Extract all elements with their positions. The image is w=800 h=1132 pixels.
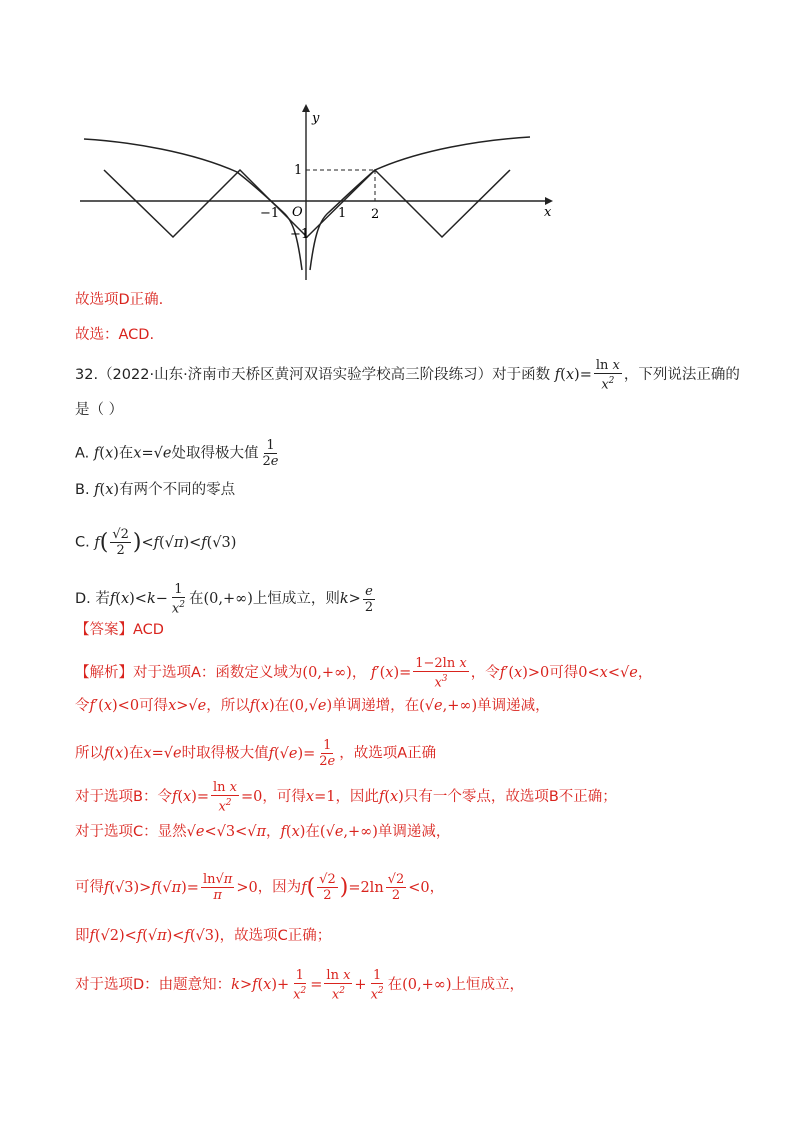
x-two-label: 2 [371,207,380,222]
y-one-label: 1 [294,163,303,178]
question-tail: ，下列说法正确的 [623,367,740,384]
option-c-label: C. [75,534,90,551]
lc2-2: ，因为 [257,879,302,896]
origin-label: O [292,205,303,220]
option-d-text3: 上恒成立，则 [252,591,340,608]
l2-2: 可得 [139,698,169,714]
l2-6: 单调递减， [477,698,550,714]
choose-line: 故选：ACD. [75,327,155,343]
option-b-label: B. [75,482,90,498]
option-a-label: A. [75,445,90,462]
option-d-label: D. [75,591,91,608]
question-line-2: 是（ ） [75,402,124,418]
lb-3: ，因此 [335,789,379,806]
lb-4: 只有一个零点，故选项B不正确； [403,789,617,806]
d-correct-line: 故选项D正确. [75,292,164,308]
option-d-text1: 若 [95,591,110,608]
analysis-line-b: 对于选项B：令f(x)= $\frac{\text{ln x}}{x^2}$ =0，可得x=1，因此f(x)只有一个零点，故选项B不正确； [75,780,617,815]
question-number: 32. [75,367,99,384]
l3-3: 时取得极大值 [181,745,269,762]
answer-line: 【答案】ACD [75,622,164,638]
x-axis-arrow [545,197,553,205]
option-a-text2: 处取得极大值 [171,445,259,462]
option-b: B. f(x)有两个不同的零点 [75,482,236,498]
question-func: f(x)= $\frac{\text{ln x}}{x^2}$ [554,358,620,393]
y-label: y [312,111,320,126]
option-b-text: 有两个不同的零点 [119,482,236,498]
lc3-1: 即 [75,928,90,944]
l2-3: ，所以 [206,698,250,714]
y-neg-one-label: −1 [290,227,310,242]
lc-2: ， [266,824,281,840]
option-a-text1: 在 [118,445,134,462]
option-a: A. f(x)在x=√e处取得极大值 $\frac{1}{2e}$ [75,438,279,469]
analysis-line-1: 【解析】对于选项A：函数定义域为(0,+∞)， f′(x)= $\frac{\text{1−2ln x}}{x^3}$ ，令f′(x)>0可得0<x<√e， [75,656,653,691]
lc2-1: 可得 [75,879,104,896]
analysis-label: 【解析】对于选项A：函数定义域为 [75,665,303,682]
l3-4: ，故选项A正确 [339,745,437,762]
lc-4: 单调递减， [377,824,451,840]
question-source: （2022·山东·济南市天桥区黄河双语实验学校高三阶段练习）对于函数 [98,367,551,384]
ld-3: 上恒成立， [451,977,525,994]
analysis-line-2: 令f′(x)<0可得x>√e，所以f(x)在(0,√e)单调递增，在(√e,+∞)单调递减， [75,698,550,714]
analysis-line-c3: 即f(√2)<f(√π)<f(√3)，故选项C正确； [75,928,332,944]
l2-4: 在 [274,698,290,714]
analysis-line-3: 所以f(x)在x=√e时取得极大值f(√e)= $\frac{1}{2e}$ ，故选项A正确 [75,738,437,769]
analysis-line-c2: 可得f(√3)>f(√π)= $\frac{\ln√\pi}{\pi}$ >0，因为f( $\frac{√2}{2}$ )=2ln $\frac{√2}{2}$ <0， [75,872,445,903]
analysis-line-d: 对于选项D：由题意知：k>f(x)+ $\frac{1}{x^2}$ = $\frac{\text{ln x}}{x^2}$ + $\frac{1}{x^2}$ 在(0,+∞)上恒成立， [75,968,525,1003]
analysis-a2: ，令 [470,665,500,682]
l2-5: 单调递增，在 [332,698,420,714]
lc-3: 在 [305,824,320,840]
analysis-line-c1: 对于选项C：显然√e<√3<√π，f(x)在(√e,+∞)单调递减， [75,824,451,840]
ld-2: 在 [387,977,403,994]
log-curve-right [310,137,530,270]
l3-2: 在 [128,745,144,762]
option-c-math: f( $\frac{√2}{2}$ )<f(√π)<f(√3) [94,527,237,558]
ld-1: 对于选项D：由题意知： [75,977,232,994]
option-d: D. 若f(x)<k− $\frac{1}{x^2}$ 在(0,+∞)上恒成立，则k> $\frac{e}{2}$ [75,582,374,617]
function-graph [60,100,560,285]
analysis-a3: 可得 [549,665,579,682]
lb-2: ，可得 [262,789,306,806]
option-c [75,527,236,558]
question-line [75,358,740,392]
l2-1: 令 [75,698,90,714]
l3-1: 所以 [75,745,104,762]
lc-1: 对于选项C：显然 [75,824,187,840]
lc3-2: ，故选项C正确； [219,928,332,944]
log-curve-left [84,139,302,270]
y-axis-arrow [302,104,310,112]
x-one-label: 1 [338,206,347,221]
option-d-text2: 在 [188,591,204,608]
lb-1: 对于选项B：令 [75,789,172,806]
x-label: x [544,205,552,220]
x-neg-one-label: −1 [260,206,280,221]
